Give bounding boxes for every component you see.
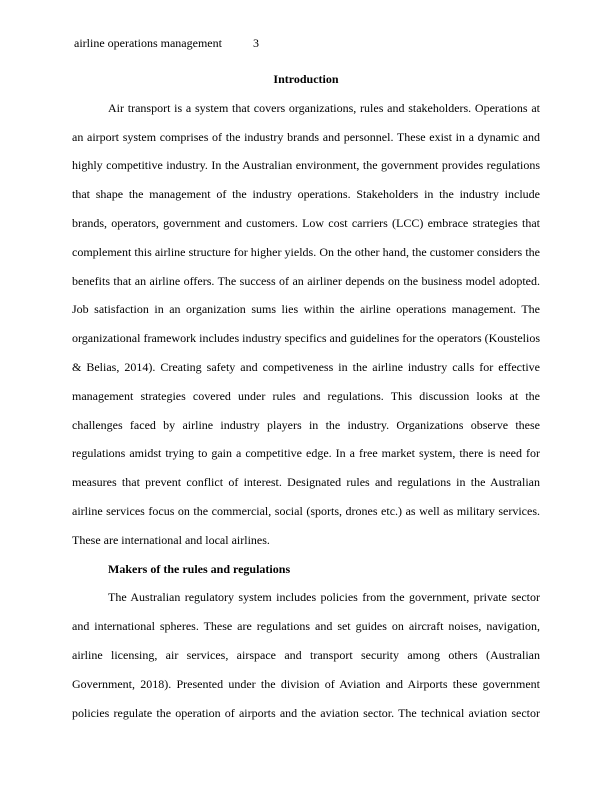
text-line: measures that prevent conflict of interest. Designated rules and regulations in the Australian: [72, 475, 540, 490]
text-line: complement this airline structure for higher yields. On the other hand, the customer considers the: [72, 244, 540, 259]
text-line: airline services focus on the commercial, social (sports, drones etc.) as well as military services.: [72, 503, 540, 518]
running-head: airline operations management: [74, 36, 222, 50]
text-line: an airport system comprises of the industry brands and personnel. These exist in a dynamic and: [72, 129, 540, 144]
text-line: brands, operators, government and customers. Low cost carriers (LCC) embrace strategies that: [72, 215, 540, 230]
text-line: highly competitive industry. In the Australian environment, the government provides regulations: [72, 158, 540, 173]
section-heading-makers: Makers of the rules and regulations: [108, 561, 291, 576]
text-line: management strategies covered under rules and regulations. This discussion looks at the: [72, 388, 540, 403]
text-line: airline licensing, air services, airspace and transport security among others (Australian: [72, 647, 540, 662]
document-body: [72, 65, 540, 727]
text-line: challenges faced by airline industry players in the industry. Organizations observe these: [72, 417, 540, 432]
text-line: regulations amidst trying to gain a competitive edge. In a free market system, there is need for: [72, 446, 540, 461]
text-line: Air transport is a system that covers organizations, rules and stakeholders. Operations at: [108, 100, 540, 115]
page-number: 3: [252, 36, 259, 50]
text-line: and international spheres. These are regulations and set guides on aircraft noises, navigation,: [72, 619, 540, 634]
introduction-paragraph: [72, 94, 540, 555]
text-line: Government, 2018). Presented under the division of Aviation and Airports these government: [72, 676, 540, 691]
text-line: Job satisfaction in an organization sums lies within the airline operations management. The: [72, 302, 540, 317]
text-line: policies regulate the operation of airports and the aviation sector. The technical aviation sector: [72, 705, 540, 720]
text-line: These are international and local airlines.: [72, 532, 270, 547]
text-line: The Australian regulatory system includes policies from the government, private sector: [108, 590, 540, 605]
makers-paragraph: [72, 583, 540, 727]
section-heading-introduction: Introduction: [273, 72, 339, 86]
text-line: benefits that an airline offers. The success of an airliner depends on the business model adopted.: [72, 273, 540, 288]
text-line: organizational framework includes industry specifics and guidelines for the operators (Koustelios: [72, 331, 540, 346]
page-header: [74, 35, 259, 51]
text-line: that shape the management of the industry operations. Stakeholders in the industry include: [72, 187, 540, 202]
text-line: & Belias, 2014). Creating safety and competiveness in the airline industry calls for effective: [72, 359, 540, 374]
